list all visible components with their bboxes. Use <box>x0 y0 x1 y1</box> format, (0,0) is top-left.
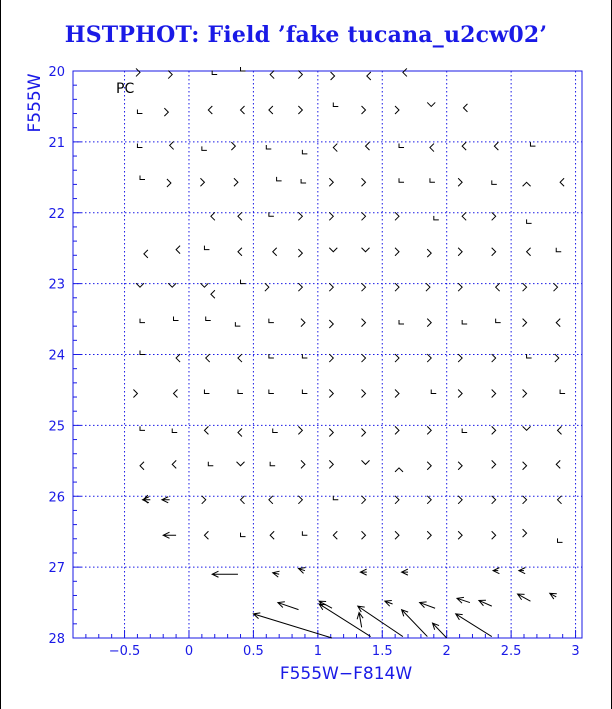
vector-caret <box>208 462 213 466</box>
vector-caret <box>241 280 246 284</box>
vector-caret <box>298 71 302 79</box>
y-tick-label: 23 <box>48 277 65 293</box>
vector-caret <box>434 216 439 220</box>
vector-caret <box>333 102 338 106</box>
vector-caret <box>427 249 431 257</box>
vector-arrow <box>253 613 332 638</box>
vector-caret <box>301 319 305 327</box>
vector-caret <box>458 354 462 362</box>
vector-caret <box>202 496 206 504</box>
vector-caret <box>395 212 399 220</box>
x-tick-label: 0.5 <box>243 644 264 659</box>
vector-caret <box>234 178 238 186</box>
vector-caret <box>362 428 366 436</box>
vector-caret <box>241 67 246 71</box>
vector-caret <box>427 102 435 106</box>
vector-caret <box>266 145 271 149</box>
vector-caret <box>164 108 168 116</box>
vector-caret <box>137 144 142 148</box>
vector-caret <box>174 316 179 320</box>
vector-caret <box>492 389 496 397</box>
vector-caret <box>140 462 144 470</box>
y-tick-label: 24 <box>48 348 65 364</box>
vector-caret <box>458 283 462 291</box>
vector-caret <box>238 389 243 393</box>
vector-caret <box>458 531 462 539</box>
vector-caret <box>458 178 462 186</box>
vector-caret <box>329 212 333 220</box>
vector-caret <box>200 283 208 287</box>
vector-caret <box>527 248 531 256</box>
vector-caret <box>269 389 274 393</box>
y-tick-label: 22 <box>48 206 65 222</box>
vector-caret <box>362 531 366 539</box>
vector-caret <box>556 319 560 327</box>
vector-caret <box>492 426 496 434</box>
vector-arrow <box>273 571 280 577</box>
vector-caret <box>298 106 302 114</box>
vector-caret <box>458 389 462 397</box>
vector-caret <box>395 283 399 291</box>
vector-caret <box>458 248 462 256</box>
vector-caret <box>269 106 273 114</box>
vector-caret <box>462 428 467 432</box>
vector-caret <box>458 462 462 470</box>
vector-caret <box>302 531 307 535</box>
vector-arrow <box>433 623 447 638</box>
vector-caret <box>329 460 333 468</box>
vector-arrow <box>456 614 492 637</box>
vector-caret <box>269 496 273 504</box>
vector-caret <box>298 496 302 504</box>
vector-caret <box>298 212 302 220</box>
vector-caret <box>172 428 177 432</box>
y-axis-label: F555W <box>25 73 45 133</box>
vector-caret <box>329 389 333 397</box>
vector-caret <box>395 389 399 397</box>
vector-caret <box>302 389 307 393</box>
vector-caret <box>270 71 274 79</box>
vector-caret <box>144 250 148 258</box>
vector-caret <box>427 426 431 434</box>
vector-caret <box>395 106 399 114</box>
vector-caret <box>238 354 242 362</box>
vector-caret <box>427 531 431 539</box>
vector-caret <box>492 531 496 539</box>
vector-caret <box>496 283 500 291</box>
y-tick-label: 27 <box>48 561 65 577</box>
vector-caret <box>399 178 404 182</box>
vector-caret <box>329 428 333 436</box>
pc-annotation: PC <box>116 81 135 97</box>
vector-arrow <box>519 568 525 574</box>
vector-caret <box>395 426 399 434</box>
vector-caret <box>427 496 431 504</box>
vector-caret <box>137 110 142 114</box>
vector-caret <box>523 389 527 397</box>
vector-arrow <box>358 606 403 636</box>
vector-caret <box>366 142 370 150</box>
y-tick-label: 20 <box>48 65 65 80</box>
x-tick-label: 2.5 <box>500 644 522 659</box>
vector-caret <box>362 319 366 327</box>
vector-caret <box>277 177 282 181</box>
vector-caret <box>558 538 563 542</box>
vector-arrow <box>360 569 366 575</box>
x-tick-label: 1.5 <box>371 644 393 659</box>
vector-arrow <box>518 594 531 601</box>
vector-caret <box>302 150 307 154</box>
vector-caret <box>427 319 431 327</box>
vector-caret <box>523 426 531 430</box>
vector-caret <box>462 142 466 150</box>
vector-arrow <box>163 532 176 538</box>
vector-caret <box>329 354 333 362</box>
vector-caret <box>206 316 211 320</box>
vector-caret <box>174 389 178 397</box>
vector-caret <box>492 248 496 256</box>
vector-caret <box>523 462 527 470</box>
vector-caret <box>136 68 140 76</box>
vector-caret <box>492 460 496 468</box>
vector-caret <box>463 104 467 112</box>
vector-caret <box>492 354 496 362</box>
vector-caret <box>496 319 501 323</box>
vector-arrow <box>479 600 492 606</box>
vector-caret <box>301 179 306 183</box>
vector-caret <box>241 533 246 537</box>
y-tick-labels <box>48 65 65 647</box>
vector-caret <box>362 248 370 252</box>
vector-caret <box>462 212 466 220</box>
vector-caret <box>458 496 462 504</box>
vector-caret <box>399 144 404 148</box>
vector-arrow <box>162 497 170 503</box>
vector-caret <box>167 179 171 187</box>
vector-caret <box>204 426 208 434</box>
vector-caret <box>140 351 145 355</box>
vector-caret <box>523 283 527 291</box>
x-tick-labels <box>109 644 580 659</box>
vector-caret <box>492 212 496 220</box>
x-tick-label: 3 <box>571 644 580 659</box>
vector-arrow <box>319 604 371 637</box>
vector-caret <box>530 142 535 146</box>
vector-caret <box>523 182 531 186</box>
vector-arrow <box>402 569 408 575</box>
vector-caret <box>523 319 527 327</box>
vector-caret <box>395 468 403 472</box>
vector-caret <box>211 290 215 298</box>
vector-arrow <box>278 602 299 610</box>
vector-caret <box>399 320 404 324</box>
vector-arrow <box>420 602 435 608</box>
vector-caret <box>269 319 274 323</box>
vector-caret <box>462 320 467 324</box>
vector-arrow <box>212 571 238 577</box>
vector-arrow <box>457 597 470 603</box>
vector-caret <box>237 462 245 466</box>
vector-caret <box>241 496 245 504</box>
vector-caret <box>494 142 498 150</box>
vector-caret <box>492 496 496 504</box>
vector-caret <box>241 106 245 114</box>
vector-caret <box>362 178 366 186</box>
vector-caret <box>523 496 527 504</box>
vector-caret <box>329 178 333 186</box>
vector-caret <box>273 248 277 256</box>
vector-caret <box>270 462 275 466</box>
vector-caret <box>362 106 366 114</box>
vector-caret <box>265 283 269 291</box>
vector-caret <box>204 389 209 393</box>
vector-caret <box>555 354 559 362</box>
vector-caret <box>367 72 371 80</box>
vector-arrow <box>385 600 393 606</box>
vector-caret <box>238 248 242 256</box>
axis-ticks <box>73 71 576 638</box>
vector-caret <box>426 283 430 291</box>
vector-caret <box>168 283 176 287</box>
vector-caret <box>168 71 172 79</box>
vector-caret <box>206 354 210 362</box>
vector-caret <box>362 212 366 220</box>
vector-caret <box>395 248 399 256</box>
vector-caret <box>333 531 337 539</box>
vector-caret <box>211 212 215 220</box>
vector-caret <box>331 72 335 80</box>
vector-caret <box>133 389 137 397</box>
vector-caret <box>554 283 558 291</box>
vector-caret <box>140 426 145 430</box>
vector-caret <box>302 354 307 358</box>
vector-caret <box>136 283 144 287</box>
vector-caret <box>238 428 242 436</box>
y-tick-label: 25 <box>48 419 65 435</box>
y-tick-label: 28 <box>48 632 65 647</box>
vector-caret <box>329 248 337 252</box>
vector-caret <box>202 146 207 150</box>
vector-caret <box>270 531 274 539</box>
y-tick-label: 26 <box>48 490 65 506</box>
vector-caret <box>362 460 370 464</box>
vector-caret <box>329 283 333 291</box>
vector-caret <box>298 249 302 257</box>
x-tick-label: 2 <box>442 644 451 659</box>
vector-caret <box>172 460 176 468</box>
vector-caret <box>273 428 278 432</box>
vector-caret <box>204 531 208 539</box>
vector-caret <box>403 68 407 76</box>
vector-caret <box>558 496 562 504</box>
vector-caret <box>395 354 399 362</box>
vector-caret <box>395 531 399 539</box>
vector-caret <box>204 246 209 250</box>
vector-caret <box>140 175 145 179</box>
vector-caret <box>427 462 431 470</box>
vector-caret <box>395 496 399 504</box>
vector-caret <box>362 283 366 291</box>
vector-marks <box>133 67 565 638</box>
vector-caret <box>140 319 145 323</box>
x-axis-label: F555W−F814W <box>279 664 413 684</box>
vector-arrow <box>493 568 499 574</box>
vector-arrow <box>357 612 363 627</box>
vector-arrow <box>550 593 557 599</box>
chart-title: HSTPHOT: Field ’fake tucana_u2cw02’ <box>64 22 548 48</box>
vector-arrow <box>143 497 151 503</box>
vector-caret <box>492 180 497 184</box>
vector-caret <box>200 178 204 186</box>
vector-caret <box>560 389 565 393</box>
vector-caret <box>231 142 235 150</box>
vector-caret <box>170 141 174 149</box>
vector-caret <box>527 219 532 223</box>
x-tick-label: −0.5 <box>108 644 141 659</box>
vector-caret <box>556 460 560 468</box>
vector-caret <box>523 529 527 537</box>
vector-caret <box>431 389 436 393</box>
vector-caret <box>362 354 366 362</box>
vector-caret <box>301 460 305 468</box>
vector-caret <box>362 389 366 397</box>
vector-caret <box>427 354 431 362</box>
vector-caret <box>298 283 302 291</box>
grid-lines <box>73 71 582 638</box>
vector-caret <box>176 246 180 254</box>
vector-caret <box>560 178 564 186</box>
vector-caret <box>430 144 434 152</box>
vector-caret <box>329 320 333 328</box>
x-tick-label: 1 <box>313 644 322 659</box>
vector-caret <box>556 248 561 252</box>
vector-caret <box>558 426 562 434</box>
vector-caret <box>238 212 242 220</box>
y-tick-label: 21 <box>48 135 65 151</box>
vector-caret <box>333 144 337 152</box>
vector-caret <box>298 426 302 434</box>
vector-arrow <box>402 610 428 637</box>
x-tick-label: 0 <box>184 644 194 659</box>
vector-caret <box>176 354 180 362</box>
vector-caret <box>362 496 366 504</box>
vector-arrow <box>299 568 306 574</box>
vector-caret <box>235 322 240 326</box>
vector-caret <box>430 178 435 182</box>
vector-caret <box>208 106 212 114</box>
